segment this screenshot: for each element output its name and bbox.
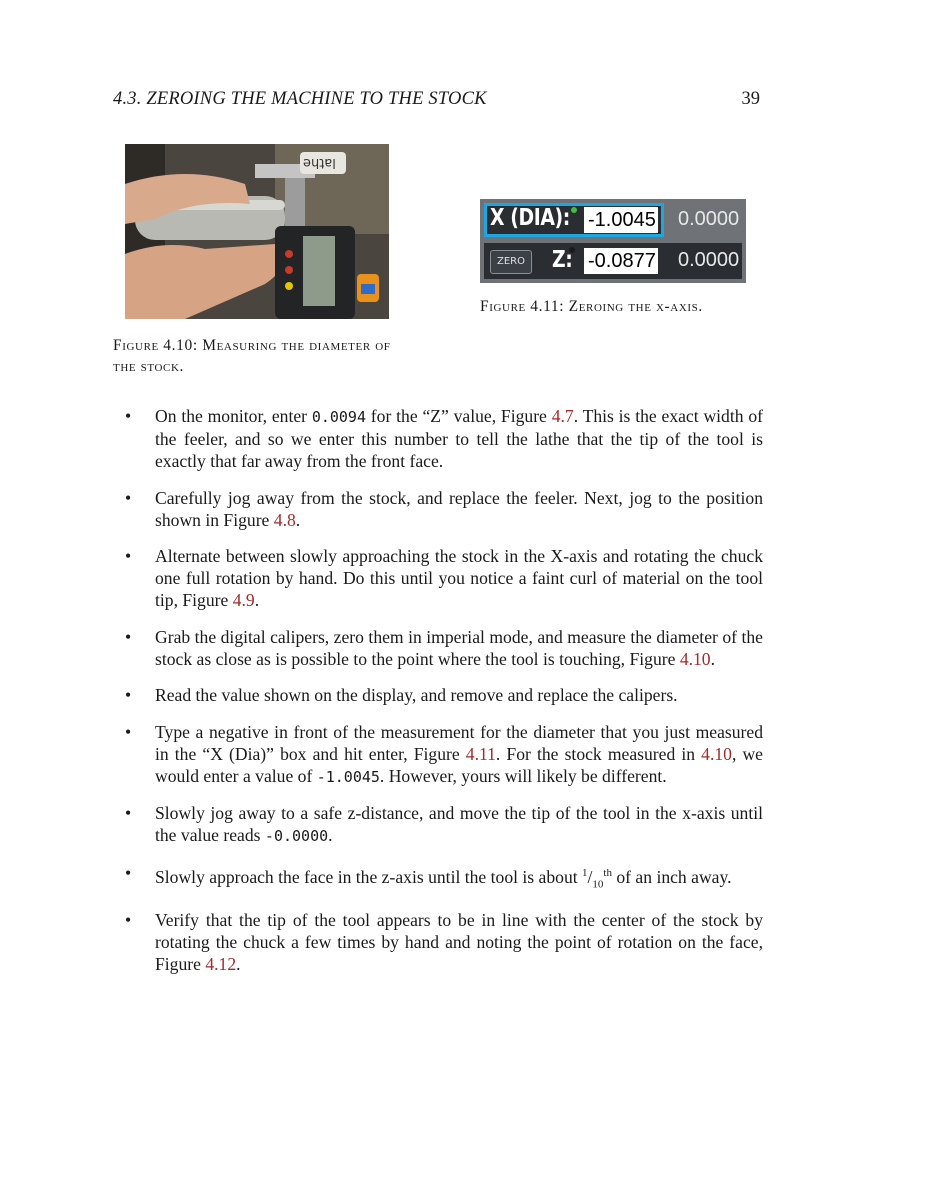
- z-label: Z:: [552, 247, 573, 273]
- text: . This is the exact width of the feeler, and so we enter this number to tell the lathe that the tip of the tool is exactly that far away from the front face.: [155, 406, 763, 471]
- fraction-numerator: 1: [582, 866, 588, 879]
- list-item: [123, 909, 763, 975]
- text: Carefully jog away from the stock, and replace the feeler. Next, jog to the position shown in Figure: [155, 487, 763, 530]
- figure-link[interactable]: 4.9: [232, 590, 255, 610]
- list-item: [123, 487, 763, 531]
- code-value: -0.0000: [264, 827, 329, 845]
- text: Grab the digital calipers, zero them in imperial mode, and measure the diameter of the stock as close as is possible to the point where the tool is touching, Figure: [155, 626, 763, 669]
- text: Slowly jog away to a safe z-distance, and move the tip of the tool in the x-axis until the value reads: [155, 803, 763, 845]
- text: On the monitor, enter: [155, 406, 312, 426]
- text: Slowly approach the face in the z-axis until the tool is about: [155, 866, 583, 887]
- photo-lathe-label: lathe: [303, 155, 336, 170]
- text: .: [710, 648, 716, 669]
- list-item: [123, 802, 763, 847]
- list-item: [123, 721, 763, 788]
- x-dia-value-field[interactable]: -1.0045: [584, 207, 658, 233]
- figure-4-11-caption: Figure 4.11: Zeroing the x-axis.: [480, 298, 703, 315]
- text: for the “Z” value, Figure: [366, 406, 552, 426]
- text: Type a negative in front of the measurement for the diameter that you just measured in the “X (Dia)” box and hit enter, Figure: [155, 721, 763, 764]
- x-secondary-value: 0.0000: [678, 208, 740, 230]
- figure-link[interactable]: 4.8: [273, 509, 296, 530]
- list-item: • Slowly approach the face in the z-axis until the tool is about $^1/_{10}^{th}$ of an inch away.: [123, 862, 763, 895]
- zero-button[interactable]: ZERO: [490, 250, 532, 274]
- text: .: [328, 825, 333, 845]
- text: . However, yours will likely be different.: [379, 765, 667, 786]
- x-dia-label: X (DIA):: [490, 205, 570, 231]
- calipers-illustration: [125, 144, 389, 319]
- z-value-field[interactable]: -0.0877: [584, 248, 658, 274]
- list-item: [123, 545, 763, 611]
- x-status-led: [571, 207, 577, 213]
- figure-link[interactable]: 4.10: [701, 743, 732, 764]
- list-item: [123, 684, 763, 706]
- calipers-photo: [125, 144, 389, 319]
- figure-link[interactable]: 4.10: [679, 648, 711, 669]
- text: . For the stock measured in: [495, 743, 702, 764]
- code-value: 0.0094: [311, 408, 366, 426]
- list-item: [123, 405, 763, 472]
- text: of an inch away.: [611, 866, 732, 887]
- text: Verify that the tip of the tool appears to be in line with the center of the stock by rotating the chuck a few times by hand and noting the point of rotation on the face, Figure: [155, 910, 763, 975]
- figure-link[interactable]: 4.11: [465, 743, 496, 764]
- text: .: [236, 954, 241, 975]
- text: .: [254, 590, 260, 610]
- figure-link[interactable]: 4.7: [551, 406, 574, 426]
- z-secondary-value: 0.0000: [678, 249, 740, 271]
- instruction-list: [123, 405, 763, 990]
- page-number: 39: [741, 89, 760, 109]
- ordinal-suffix: th: [603, 866, 612, 879]
- running-header-title: 4.3. ZEROING THE MACHINE TO THE STOCK: [113, 89, 487, 109]
- text: Read the value shown on the display, and remove and replace the calipers.: [155, 685, 678, 705]
- text: Alternate between slowly approaching the stock in the X-axis and rotating the chuck one full rotation by hand. Do this until you notice a faint curl of material on the tool tip, Figure: [155, 546, 763, 610]
- list-item: [123, 626, 763, 670]
- figure-link[interactable]: 4.12: [205, 954, 237, 975]
- fraction-denominator: 10: [592, 877, 604, 890]
- text: , we would enter a value of: [155, 743, 763, 786]
- dro-display: [480, 199, 746, 283]
- code-value: -1.0045: [316, 767, 380, 786]
- text: .: [295, 509, 301, 530]
- figure-4-10-caption: Figure 4.10: Measuring the diameter of the stock.: [113, 337, 391, 375]
